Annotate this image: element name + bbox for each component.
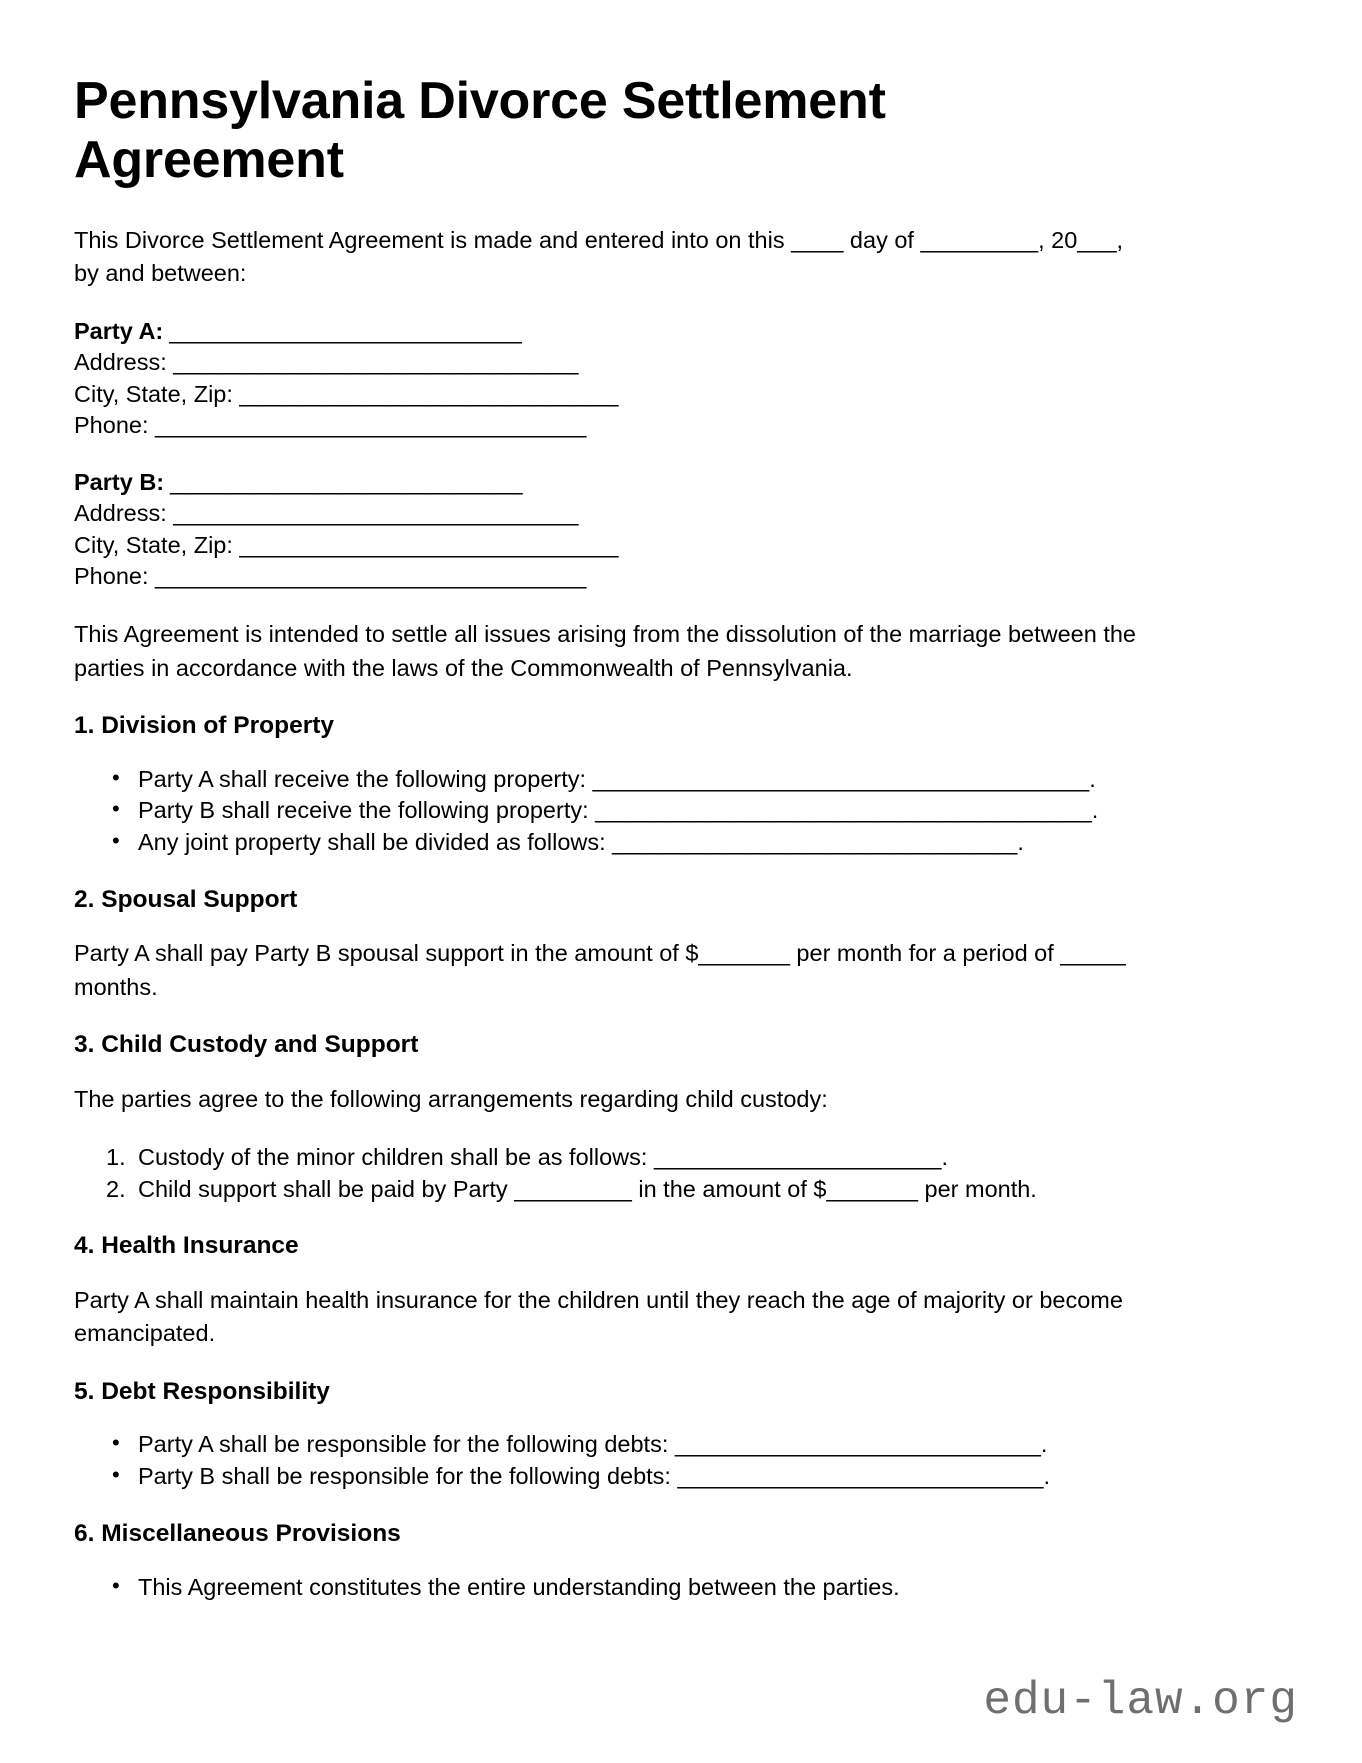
party-a-name-blank: ____________________________	[163, 318, 522, 345]
child-custody-paragraph: The parties agree to the following arrangements regarding child custody:	[74, 1085, 828, 1112]
party-a-phone-line: Phone: _________________________________	[74, 411, 587, 438]
list-item: Child support shall be paid by Party _________ in the amount of $_______ per month.	[138, 1175, 1037, 1202]
child-custody-numbered-list	[74, 1142, 1288, 1205]
list-item: • Party A shall be responsible for the following debts: ____________________________.	[138, 1429, 1288, 1461]
debt-responsibility-list	[74, 1429, 1288, 1492]
party-a-address-line: Address: _______________________________	[74, 349, 579, 376]
section-heading-health-insurance: 4. Health Insurance	[74, 1232, 299, 1260]
intro-paragraph: This Divorce Settlement Agreement is made and entered into on this ____ day of _________, 20___, by and between:	[74, 226, 1124, 286]
section-heading-child-custody-and-support: 3. Child Custody and Support	[74, 1031, 419, 1059]
spousal-support-paragraph: Party A shall pay Party B spousal support in the amount of $_______ per month for a period of _____ months.	[74, 940, 1126, 1000]
list-item: Custody of the minor children shall be as follows: ______________________.	[138, 1144, 949, 1171]
section-heading-division-of-property: 1. Division of Property	[74, 711, 335, 739]
list-item: • This Agreement constitutes the entire understanding between the parties.	[138, 1572, 1288, 1604]
party-a-label: Party A:	[74, 318, 164, 345]
party-a-city-line: City, State, Zip: _____________________________	[74, 380, 619, 407]
party-b-phone-line: Phone: _________________________________	[74, 562, 587, 589]
party-a-block	[74, 316, 1288, 441]
list-item: • Any joint property shall be divided as follows: _______________________________.	[138, 827, 1288, 859]
miscellaneous-provisions-list	[74, 1572, 1288, 1604]
party-a-name-line	[74, 316, 1288, 347]
party-b-name-line	[74, 467, 1288, 498]
party-b-address-line: Address: _______________________________	[74, 500, 579, 527]
health-insurance-paragraph: Party A shall maintain health insurance for the children until they reach the age of majority or become emancipated.	[74, 1287, 1123, 1347]
list-item: • Party B shall be responsible for the following debts: ____________________________.	[138, 1461, 1288, 1493]
division-of-property-list	[74, 764, 1288, 859]
section-heading-debt-responsibility: 5. Debt Responsibility	[74, 1377, 330, 1405]
section-heading-miscellaneous-provisions: 6. Miscellaneous Provisions	[74, 1519, 401, 1547]
list-item: • Party B shall receive the following property: ______________________________________.	[138, 795, 1288, 827]
list-item: • Party A shall receive the following property: ______________________________________.	[138, 764, 1288, 796]
section-heading-spousal-support: 2. Spousal Support	[74, 885, 298, 913]
purpose-paragraph: This Agreement is intended to settle all issues arising from the dissolution of the marriage between the parties in accordance with the laws of the Commonwealth of Pennsylvania.	[74, 621, 1136, 681]
party-b-name-blank: ____________________________	[164, 469, 523, 496]
party-b-block	[74, 467, 1288, 592]
party-b-label: Party B:	[74, 469, 165, 496]
page-title: Pennsylvania Divorce Settlement Agreement	[74, 72, 886, 189]
party-b-city-line: City, State, Zip: _____________________________	[74, 531, 619, 558]
site-watermark: edu-law.org	[983, 1675, 1298, 1727]
